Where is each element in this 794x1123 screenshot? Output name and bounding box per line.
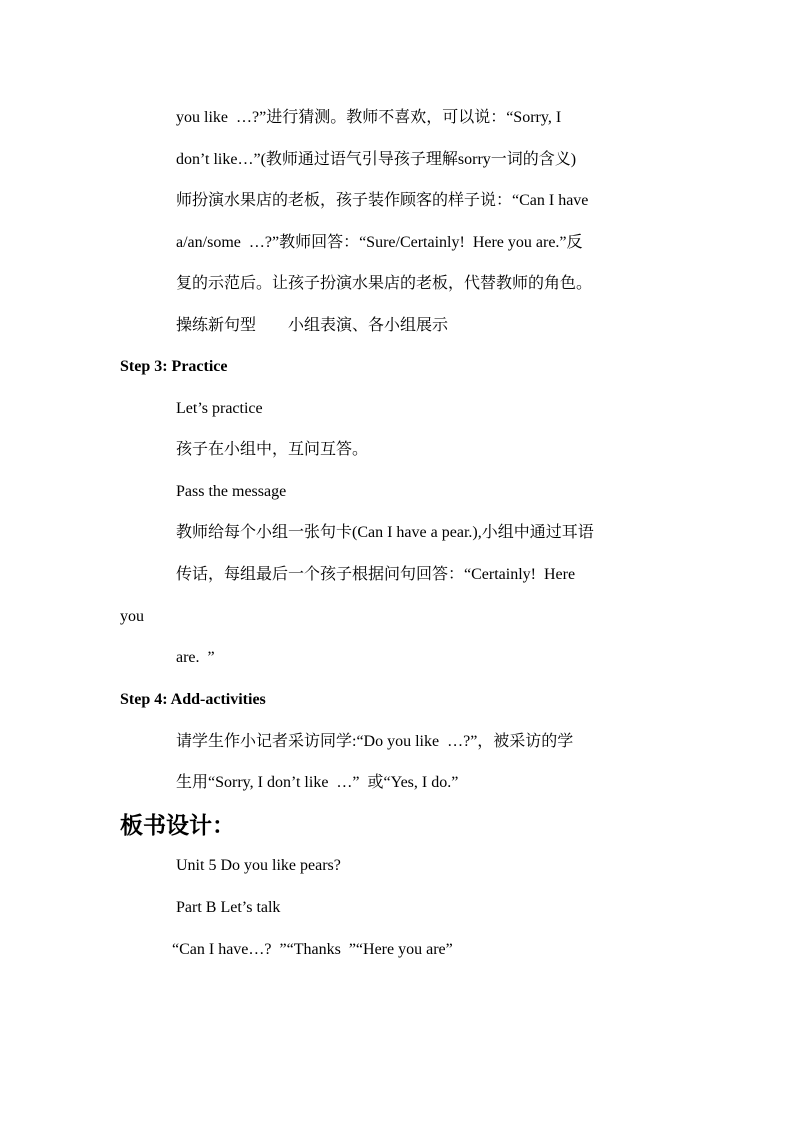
step4-heading: Step 4: Add-activities	[120, 691, 266, 708]
board-line: Unit 5 Do you like pears?	[176, 857, 341, 874]
paragraph-line: 复的示范后。让孩子扮演水果店的老板，代替教师的角色。	[176, 275, 593, 292]
step3-line: Pass the message	[176, 483, 287, 500]
step3-line: 教师给每个小组一张句卡(Can I have a pear.),小组中通过耳语	[176, 524, 594, 541]
paragraph-line: you like …?”进行猜测。教师不喜欢，可以说：“Sorry, I	[176, 109, 562, 126]
board-line: “Can I have…? ”“Thanks ”“Here you are”	[172, 941, 453, 958]
step4-line: 请学生作小记者采访同学:“Do you like …?”，被采访的学	[176, 733, 574, 750]
step3-line: 传话，每组最后一个孩子根据问句回答：“Certainly! Here	[176, 566, 576, 583]
step3-line: Let’s practice	[176, 400, 263, 417]
board-line: Part B Let’s talk	[176, 899, 281, 916]
paragraph-line: 操练新句型 小组表演、各小组展示	[176, 317, 449, 334]
step3-line: 孩子在小组中，互问互答。	[176, 441, 369, 458]
paragraph-line: don’t like…”(教师通过语气引导孩子理解sorry一词的含义)	[176, 151, 577, 168]
step3-line: are. ”	[176, 649, 215, 666]
paragraph-line: a/an/some …?”教师回答：“Sure/Certainly! Here you are.”反	[176, 234, 583, 251]
step3-heading: Step 3: Practice	[120, 358, 228, 375]
paragraph-line: 师扮演水果店的老板，孩子装作顾客的样子说：“Can I have	[176, 192, 589, 209]
step4-line: 生用“Sorry, I don’t like …” 或“Yes, I do.”	[176, 774, 459, 791]
step3-line: you	[120, 608, 144, 625]
board-design-heading: 板书设计：	[120, 813, 235, 838]
